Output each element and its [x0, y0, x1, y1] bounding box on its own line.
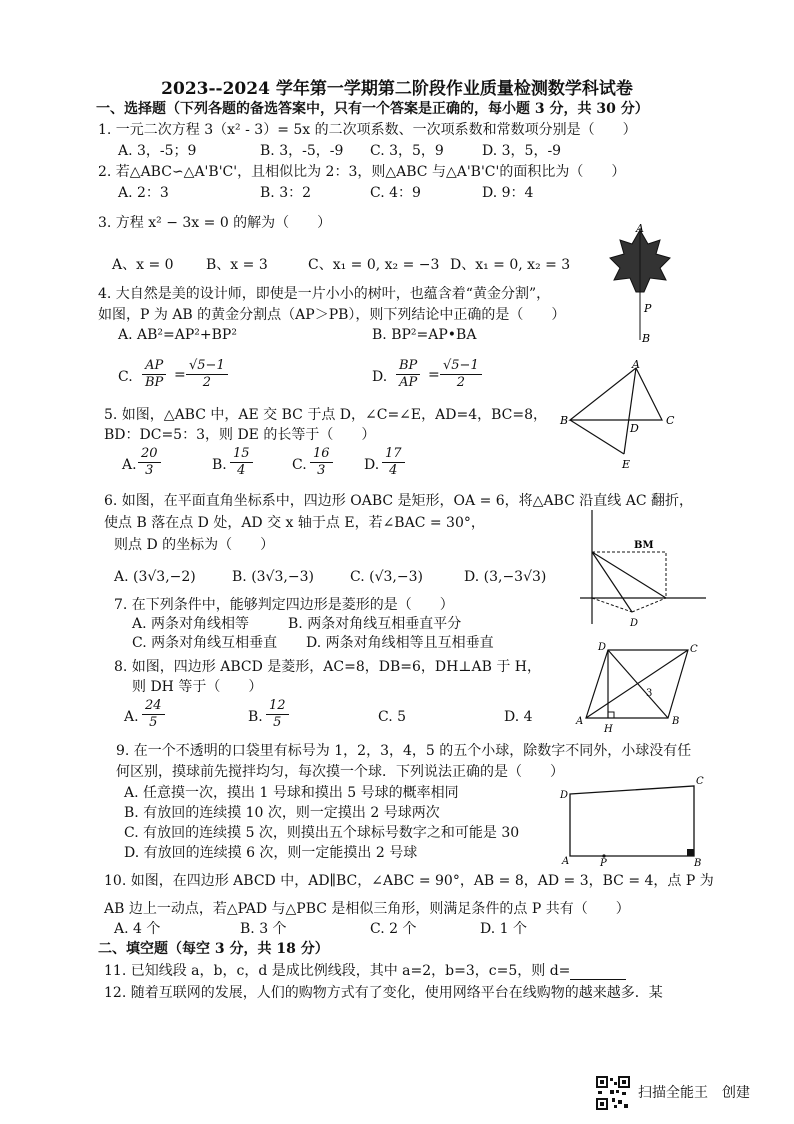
q8-stem-2: 则 DH 等于（ ） — [132, 679, 263, 695]
q2-option-a: A. 2：3 — [118, 185, 169, 201]
q10-stem-2: AB 边上一动点，若△PAD 与△PBC 是相似三角形，则满足条件的点 P 共有（ ） — [104, 901, 630, 917]
q5-option-d-label: D. — [364, 457, 380, 473]
q8-option-d: D. 4 — [504, 709, 533, 725]
page-title: 2023--2024 学年第一学期第二阶段作业质量检测数学科试卷 — [161, 79, 633, 99]
q6-option-a: A. (3√3,−2) — [114, 569, 196, 585]
q12-stem: 12. 随着互联网的发展，人们的购物方式有了变化，使用网络平台在线购物的越来越多．某 — [104, 985, 663, 1001]
q5-c-d: 3 — [317, 463, 326, 478]
q10-label-a: A — [562, 856, 570, 867]
q10-option-a: A. 4 个 — [114, 921, 161, 937]
q9-stem-1: 9. 在一个不透明的口袋里有标号为 1，2，3，4，5 的五个小球，除数字不同外，小球没有任 — [116, 743, 692, 759]
q7-option-d: D. 两条对角线相等且互相垂直 — [306, 635, 494, 651]
q4-d-den: AP — [399, 375, 418, 390]
q4-d-rden: 2 — [456, 375, 465, 390]
q8-stem-1: 8. 如图，四边形 ABCD 是菱形，AC=8，DB=6，DH⊥AB 于 H， — [114, 659, 542, 675]
q10-label-d: D — [560, 790, 569, 801]
q10-label-b: B — [694, 858, 702, 868]
q6-label-d: D — [630, 618, 639, 629]
q10-option-c: C. 2 个 — [370, 921, 417, 937]
q8-b-n: 12 — [266, 698, 289, 715]
leaf-label-p: P — [644, 302, 652, 315]
q5-label-d: D — [630, 422, 639, 435]
q8-label-h: H — [604, 724, 613, 735]
q5-stem-1: 5. 如图，△ABC 中，AE 交 BC 于点 D，∠C=∠E，AD=4，BC=8， — [104, 407, 548, 423]
q9-option-d: D. 有放回的连续摸 6 次，则一定能摸出 2 号球 — [124, 845, 418, 861]
q6-stem-1: 6. 如图，在平面直角坐标系中，四边形 OABC 是矩形，OA = 6，将△ABC 沿直线 AC 翻折， — [104, 493, 693, 509]
q8-b-d: 5 — [273, 715, 282, 730]
q2-option-c: C. 4：9 — [370, 185, 421, 201]
q4-option-b: B. BP²=AP•BA — [372, 327, 477, 343]
q2-stem: 2. 若△ABC∽△A'B'C'，且相似比为 2：3，则△ABC 与△A'B'C'的面积比为（ ） — [98, 164, 626, 180]
q4-c-rden: 2 — [202, 375, 211, 390]
q5-label-a: A — [632, 358, 640, 371]
q1-option-a: A. 3，-5；9 — [118, 143, 197, 159]
q10-trapezoid-figure — [556, 774, 706, 868]
q7-stem: 7. 在下列条件中，能够判定四边形是菱形的是（ ） — [114, 597, 454, 613]
q8-label-b: B — [672, 716, 680, 727]
q5-triangle-figure — [556, 358, 680, 474]
q5-label-c: C — [666, 414, 675, 427]
q7-option-a: A. 两条对角线相等 — [132, 616, 250, 632]
q8-label-3: 3 — [646, 688, 653, 699]
scanner-watermark: 扫描全能王 创建 — [638, 1085, 750, 1101]
q10-label-c: C — [696, 776, 704, 787]
q4-stem-1: 4. 大自然是美的设计师，即使是一片小小的树叶，也蕴含着“黄金分割”， — [98, 286, 551, 302]
q4-c-rnum: √5−1 — [186, 358, 228, 375]
q4-option-d-fraction-right — [440, 358, 482, 391]
q5-c-n: 16 — [310, 446, 333, 463]
leaf-label-a: A — [636, 222, 644, 235]
q5-b-d: 4 — [237, 463, 246, 478]
q3-stem: 3. 方程 x² − 3x = 0 的解为（ ） — [98, 215, 332, 231]
q5-option-b-fraction — [230, 446, 253, 479]
q5-d-d: 4 — [389, 463, 398, 478]
q5-b-n: 15 — [230, 446, 253, 463]
section2-heading: 二、填空题（每空 3 分，共 18 分） — [98, 941, 329, 957]
q8-option-b-label: B. — [248, 709, 263, 725]
q9-option-a: A. 任意摸一次，摸出 1 号球和摸出 5 号球的概率相同 — [124, 785, 459, 801]
q3-option-a: A、x = 0 — [112, 257, 174, 273]
q5-option-a-label: A. — [122, 457, 137, 473]
q8-label-c: C — [690, 644, 698, 655]
q10-label-p: P — [600, 858, 607, 868]
q1-option-d: D. 3，5，-9 — [482, 143, 562, 159]
q9-option-b: B. 有放回的连续摸 10 次，则一定摸出 2 号球两次 — [124, 805, 440, 821]
q2-option-d: D. 9：4 — [482, 185, 534, 201]
q5-label-e: E — [622, 458, 631, 471]
q8-a-n: 24 — [142, 698, 165, 715]
q6-stem-2: 使点 B 落在点 D 处，AD 交 x 轴于点 E，若∠BAC = 30°， — [104, 515, 485, 531]
q5-option-a-fraction — [138, 446, 161, 479]
q4-option-d-label: D. — [372, 369, 388, 385]
q6-option-d: D. (3,−3√3) — [464, 569, 547, 585]
q5-stem-2: BD：DC=5：3，则 DE 的长等于（ ） — [104, 427, 376, 443]
q8-option-b-fraction — [266, 698, 289, 731]
q11-stem-wrap — [104, 962, 626, 980]
q4-d-num: BP — [396, 358, 420, 375]
q5-d-n: 17 — [382, 446, 405, 463]
q8-label-d: D — [598, 642, 607, 653]
q6-option-b: B. (3√3,−3) — [232, 569, 314, 585]
q6-label-b: BM — [634, 540, 654, 551]
q9-stem-2: 何区别，摸球前先搅拌均匀，每次摸一个球．下列说法正确的是（ ） — [116, 764, 564, 780]
q4-option-c-label: C. — [118, 369, 133, 385]
q4-option-a: A. AB²=AP²+BP² — [118, 327, 237, 343]
q5-option-d-fraction — [382, 446, 405, 479]
qr-code-icon — [596, 1076, 630, 1110]
q1-stem: 1. 一元二次方程 3（x² - 3）= 5x 的二次项系数、一次项系数和常数项分别是（ ） — [98, 122, 637, 138]
q5-a-n: 20 — [138, 446, 161, 463]
q3-option-c: C、x₁ = 0, x₂ = −3 — [308, 257, 440, 273]
q8-rhombus-figure — [572, 640, 700, 736]
q9-option-c: C. 有放回的连续摸 5 次，则摸出五个球标号数字之和可能是 30 — [124, 825, 520, 841]
q8-a-d: 5 — [149, 715, 158, 730]
q3-option-b: B、x = 3 — [206, 257, 268, 273]
q10-option-b: B. 3 个 — [240, 921, 287, 937]
q1-option-c: C. 3，5，9 — [370, 143, 444, 159]
leaf-figure — [604, 222, 676, 346]
q6-option-c: C. (√3,−3) — [350, 569, 423, 585]
q4-option-d-eq: = — [428, 367, 440, 383]
q5-a-d: 3 — [145, 463, 154, 478]
section1-heading: 一、选择题（下列各题的备选答案中，只有一个答案是正确的，每小题 3 分，共 30 分） — [96, 101, 649, 117]
q8-option-c: C. 5 — [378, 709, 407, 725]
q5-option-c-label: C. — [292, 457, 307, 473]
q4-d-rnum: √5−1 — [440, 358, 482, 375]
leaf-label-b: B — [642, 332, 651, 345]
q5-option-c-fraction — [310, 446, 333, 479]
q2-option-b: B. 3：2 — [260, 185, 312, 201]
q4-option-c-fraction-right — [186, 358, 228, 391]
q5-label-b: B — [560, 414, 569, 427]
q8-option-a-label: A. — [124, 709, 139, 725]
q11-answer-blank[interactable] — [570, 965, 626, 980]
q6-coordinate-figure — [576, 506, 710, 630]
q7-option-c: C. 两条对角线互相垂直 — [132, 635, 278, 651]
q4-stem-2: 如图，P 为 AB 的黄金分割点（AP＞PB），则下列结论中正确的是（ ） — [98, 307, 566, 323]
q4-c-num: AP — [142, 358, 166, 375]
q4-option-d-fraction-left — [396, 358, 420, 391]
q6-stem-3: 则点 D 的坐标为（ ） — [114, 537, 275, 553]
q8-option-a-fraction — [142, 698, 165, 731]
q10-stem-1: 10. 如图，在四边形 ABCD 中，AD∥BC，∠ABC = 90°，AB = 8，AD = 3，BC = 4，点 P 为 — [104, 873, 714, 889]
q4-option-c-fraction-left — [142, 358, 166, 391]
q1-option-b: B. 3，-5，-9 — [260, 143, 344, 159]
q3-option-d: D、x₁ = 0, x₂ = 3 — [450, 257, 571, 273]
q10-option-d: D. 1 个 — [480, 921, 527, 937]
q11-stem: 11. 已知线段 a，b，c，d 是成比例线段，其中 a=2，b=3，c=5，则 d= — [104, 963, 571, 979]
q4-c-den: BP — [145, 375, 164, 390]
q7-option-b: B. 两条对角线互相垂直平分 — [288, 616, 462, 632]
q8-label-a: A — [576, 716, 584, 727]
q5-option-b-label: B. — [212, 457, 227, 473]
q4-option-c-eq: = — [174, 367, 186, 383]
